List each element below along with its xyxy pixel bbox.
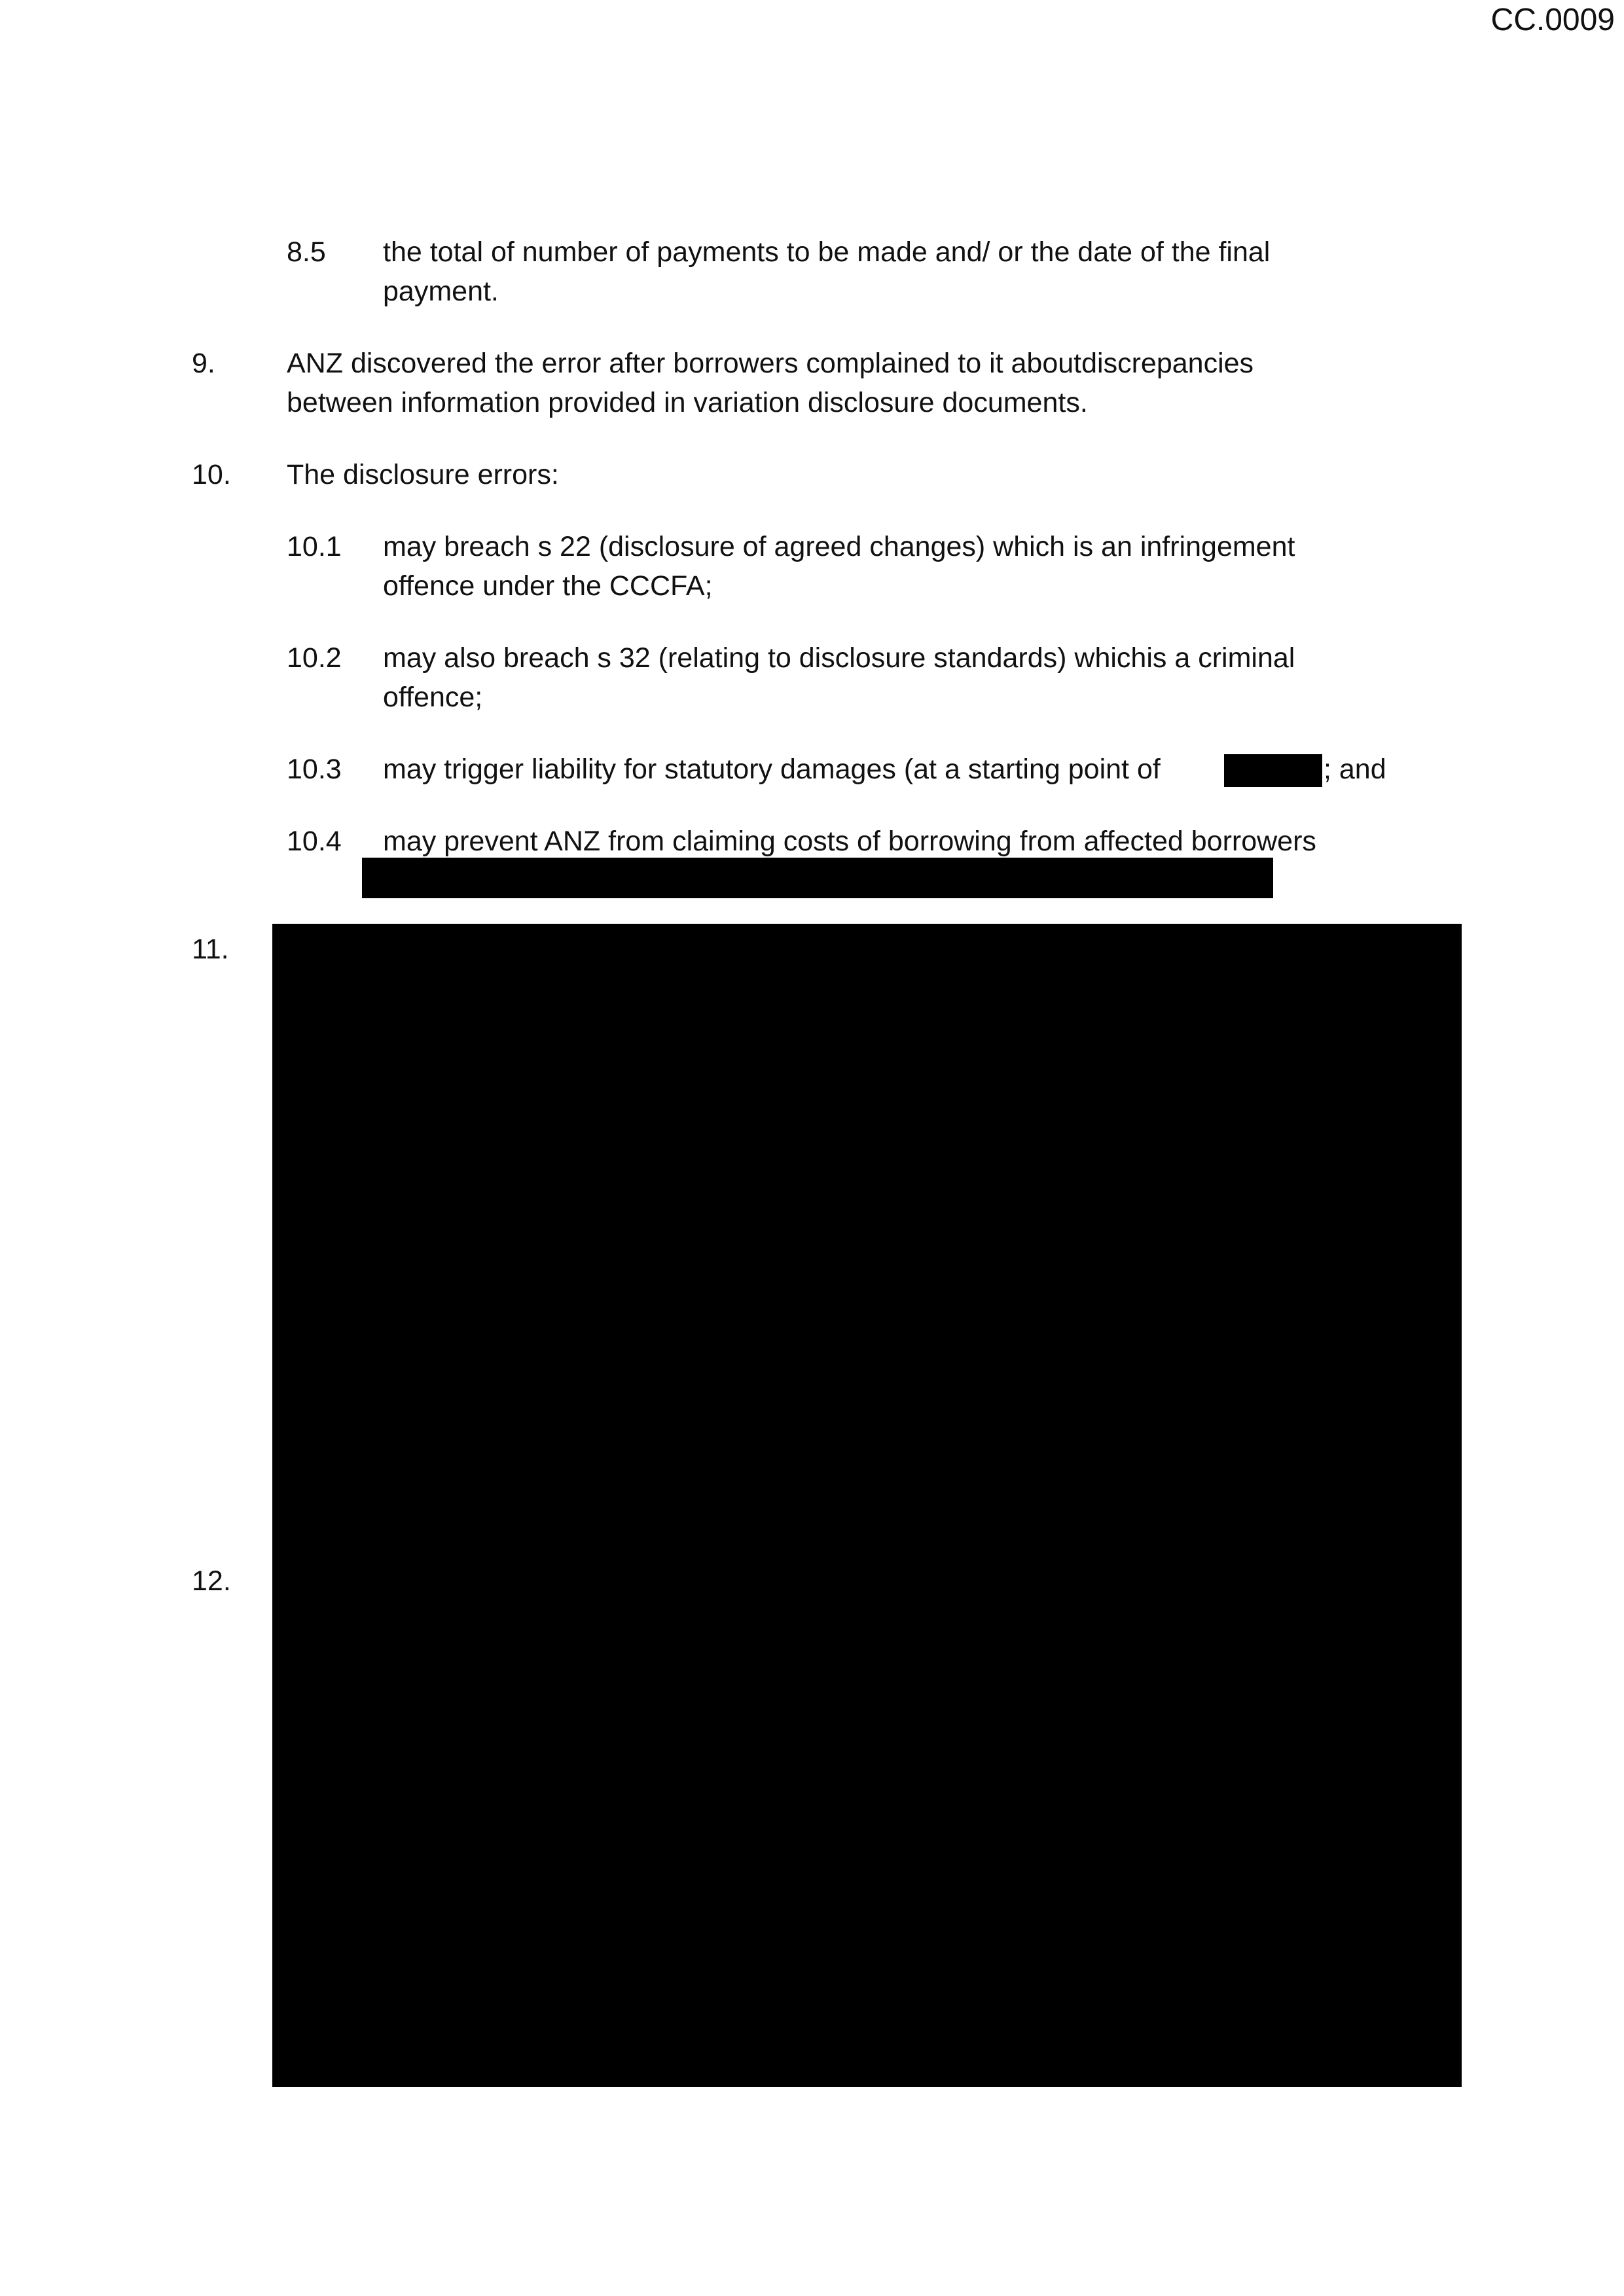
paragraph-number-10-3: 10.3 <box>287 754 342 785</box>
paragraph-10-4-line-1: may prevent ANZ from claiming costs of borrowing from affected borrowers <box>383 826 1316 857</box>
paragraph-8-5-line-1: the total of number of payments to be made and/ or the date of the final <box>383 236 1271 268</box>
paragraph-number-11: 11. <box>192 934 229 965</box>
document-id: CC.0009 <box>1490 3 1615 37</box>
paragraph-10-1-line-1: may breach s 22 (disclosure of agreed changes) which is an infringement <box>383 531 1295 562</box>
paragraph-9-line-1: ANZ discovered the error after borrowers complained to it aboutdiscrepancies <box>287 348 1254 379</box>
paragraph-10-3-trailing-text: ; and <box>1324 754 1386 785</box>
paragraph-10-1-line-2: offence under the CCCFA; <box>383 570 713 602</box>
paragraph-number-8-5: 8.5 <box>287 236 326 268</box>
paragraph-10-2-line-1: may also breach s 32 (relating to disclosure standards) whichis a criminal <box>383 642 1295 674</box>
paragraph-10-3-line-1: may trigger liability for statutory damages (at a starting point of <box>383 754 1161 785</box>
paragraph-number-10-2: 10.2 <box>287 642 342 674</box>
paragraph-10-line-1: The disclosure errors: <box>287 459 559 490</box>
redaction-block-paragraphs-11-12 <box>272 924 1462 2087</box>
paragraph-number-10: 10. <box>192 459 231 490</box>
paragraph-8-5-line-2: payment. <box>383 276 499 307</box>
paragraph-number-9: 9. <box>192 348 215 379</box>
paragraph-10-2-line-2: offence; <box>383 682 483 713</box>
paragraph-number-10-4: 10.4 <box>287 826 342 857</box>
paragraph-number-12: 12. <box>192 1565 231 1597</box>
paragraph-number-10-1: 10.1 <box>287 531 342 562</box>
redaction-block-10-4 <box>362 858 1273 898</box>
redaction-block-amount <box>1224 754 1322 787</box>
paragraph-9-line-2: between information provided in variation disclosure documents. <box>287 387 1088 418</box>
